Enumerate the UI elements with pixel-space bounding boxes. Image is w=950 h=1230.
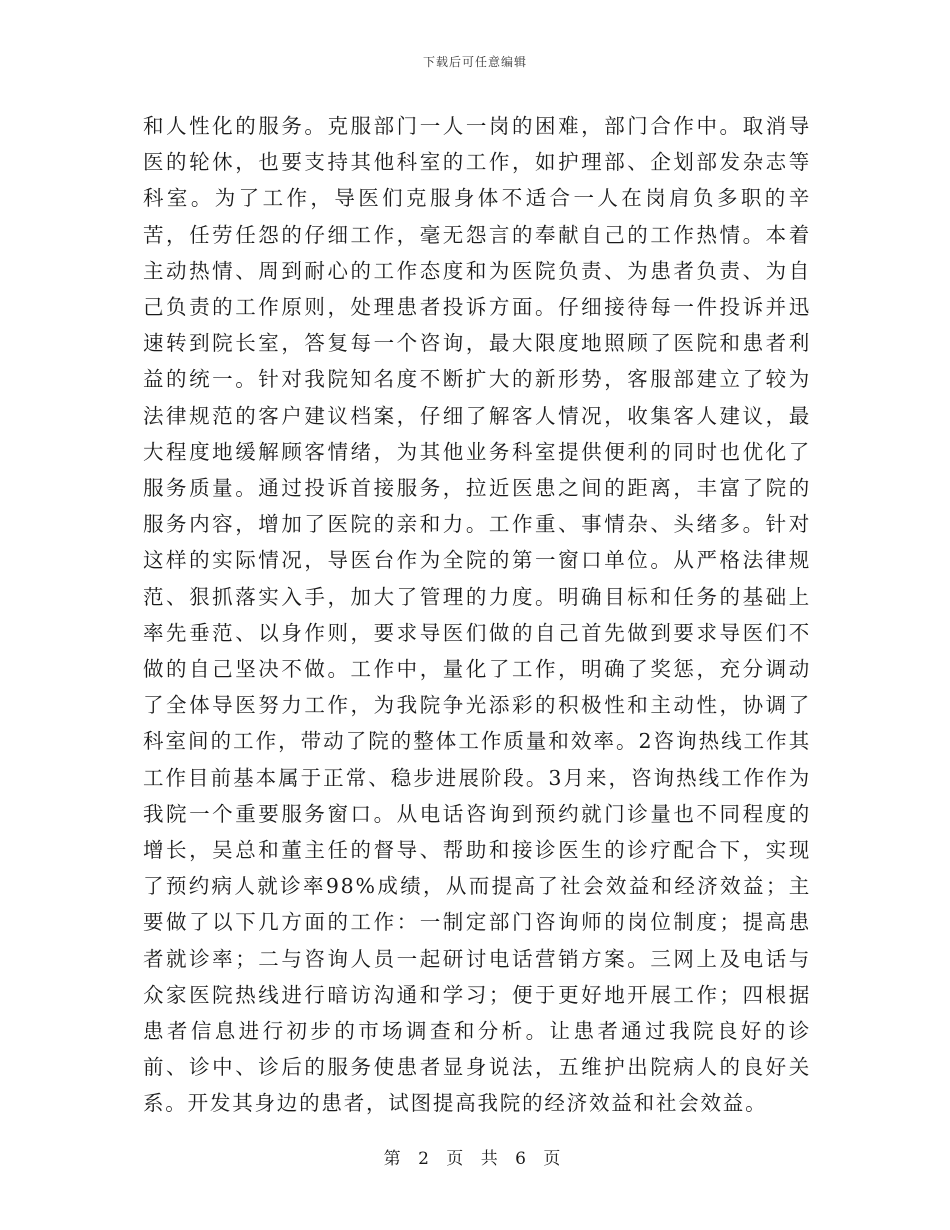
body-paragraph: 和人性化的服务。克服部门一人一岗的困难，部门合作中。取消导医的轮休，也要支持其他科室的工作，如护理部、企划部发杂志等科室。为了工作，导医们克服身体不适合一人在岗肩负多职的辛苦，任劳任怨的仔细工作，毫无怨言的奉献自己的工作热情。本着主动热情、周到耐心的工作态度和为医院负责、为患者负责、为自己负责的工作原则，处理患者投诉方面。仔细接待每一件投诉并迅速转到院长室，答复每一个咨询，最大限度地照顾了医院和患者利益的统一。针对我院知名度不断扩大的新形势，客服部建立了较为法律规范的客户建议档案，仔细了解客人情况，收集客人建议，最大程度地缓解顾客情绪，为其他业务科室提供便利的同时也优化了服务质量。通过投诉首接服务，拉近医患之间的距离，丰富了院的服务内容，增加了医院的亲和力。工作重、事情杂、头绪多。针对这样的实际情况，导医台作为全院的第一窗口单位。从严格法律规范、狠抓落实入手，加大了管理的力度。明确目标和任务的基础上率先垂范、以身作则，要求导医们做的自己首先做到要求导医们不做的自己坚决不做。工作中，量化了工作，明确了奖惩，充分调动了全体导医努力工作，为我院争光添彩的积极性和主动性，协调了科室间的工作，带动了院的整体工作质量和效率。2咨询热线工作其工作目前基本属于正常、稳步进展阶段。3月来，咨询热线工作作为我院一个重要服务窗口。从电话咨询到预约就门诊量也不同程度的增长，吴总和董主任的督导、帮助和接诊医生的诊疗配合下，实现了预约病人就诊率98%成绩，从而提高了社会效益和经济效益；主要做了以下几方面的工作：一制定部门咨询师的岗位制度；提高患者就诊率；二与咨询人员一起研讨电话营销方案。三网上及电话与众家医院热线进行暗访沟通和学习；便于更好地开展工作；四根据患者信息进行初步的市场调查和分析。让患者通过我院良好的诊前、诊中、诊后的服务使患者显身说法，五维护出院病人的良好关系。开发其身边的患者，试图提高我院的经济效益和社会效益。	[143, 114, 811, 1116]
page-footer: 第 2 页 共 6 页	[383, 1149, 567, 1169]
page-header: 下载后可任意编辑	[422, 55, 527, 69]
